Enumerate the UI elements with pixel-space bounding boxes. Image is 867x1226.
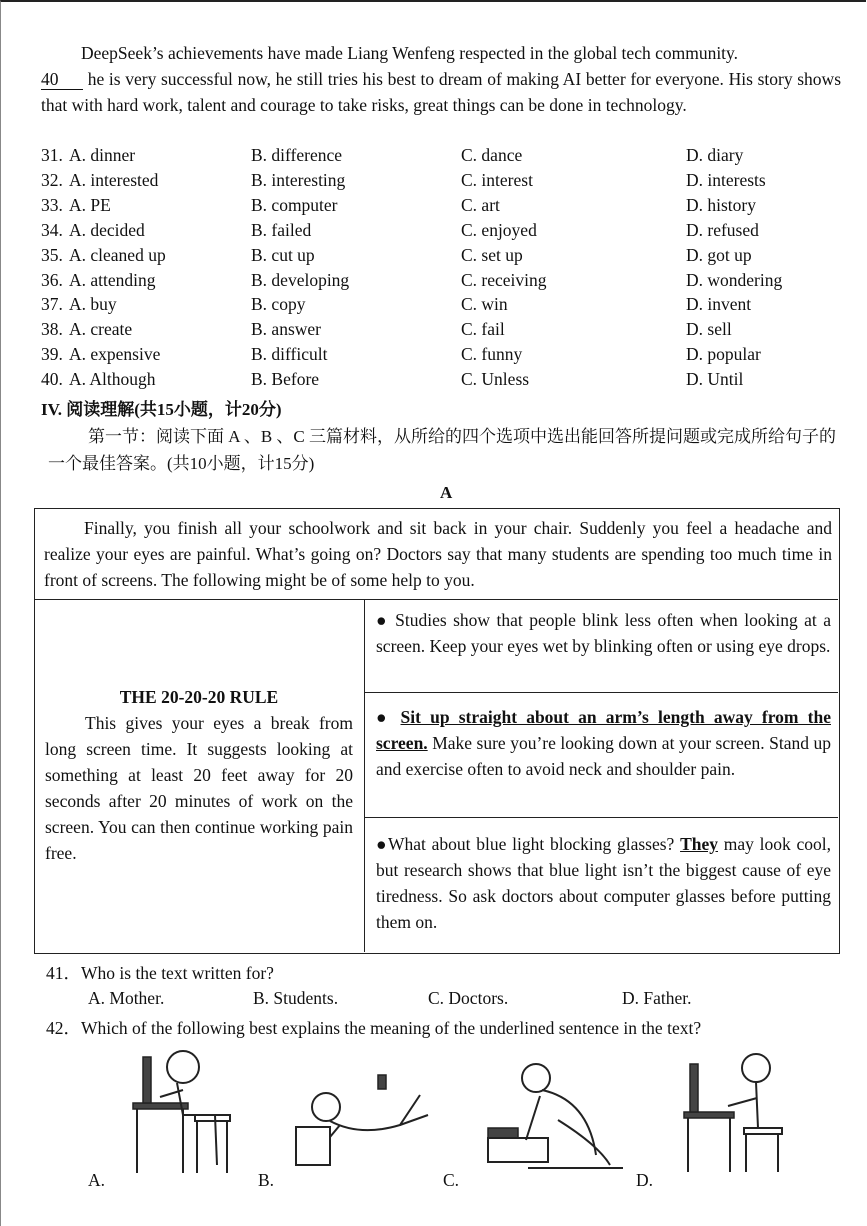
picture-label-d: D. (636, 1170, 654, 1190)
option-c: C. receiving (461, 269, 547, 290)
intro-line1: DeepSeek’s achievements have made Liang Wenfeng respected in the global tech community. (81, 43, 739, 63)
picture-d-upright-at-desk (678, 1050, 788, 1175)
option-a: A. cleaned up (69, 244, 166, 265)
option-a: A. attending (69, 269, 156, 290)
option-b: B. difference (251, 145, 343, 165)
question-number: 35. (41, 244, 63, 265)
picture-label-c: C. (443, 1170, 460, 1190)
picture-b-lying-with-laptop (290, 1065, 440, 1175)
option-d: D. diary (686, 145, 744, 165)
question-number: 39. (41, 344, 63, 365)
option-b: B. computer (251, 194, 338, 215)
option-b: B. difficult (251, 344, 328, 365)
tip-divider-2 (364, 817, 838, 818)
tip-divider-1 (364, 692, 838, 693)
option-b: B. developing (251, 269, 350, 290)
question-number: 33. (41, 194, 63, 215)
picture-label-a: A. (88, 1170, 106, 1190)
rule-title: THE 20-20-20 RULE (119, 687, 279, 707)
option-c: C. Unless (461, 369, 530, 390)
picture-a-sitting-at-desk (125, 1045, 255, 1175)
passage-label: A (440, 483, 453, 502)
intro-line2-text: he is very successful now, he still tries his best to dream of making AI better for everyone. His story shows that with hard work, talent and courage to take risks, great things can be done in technology. (41, 69, 842, 115)
question-number: 36. (41, 269, 63, 290)
option-a: A. interested (69, 169, 159, 190)
section-title: IV. 阅读理解(共15小题，计20分) (41, 400, 282, 419)
passage-box (34, 508, 840, 954)
question-number: 38. (41, 319, 63, 340)
bullet-icon: ● (376, 707, 392, 727)
option-c: C. dance (461, 145, 523, 165)
bullet-icon: ● (376, 610, 389, 630)
rule-section (45, 684, 353, 866)
tip-2-text: Make sure you’re looking down at your screen. Stand up and exercise often to avoid neck and shoulder pain. (376, 733, 831, 779)
option-b: B. Before (251, 369, 320, 390)
question-number: 40. (41, 369, 63, 390)
option-a: A. PE (69, 194, 111, 215)
picture-label-b: B. (258, 1170, 275, 1190)
option-d: D. got up (686, 244, 752, 265)
question-number: 34. (41, 219, 63, 240)
option-d: D. sell (686, 319, 732, 340)
option-c: C. enjoyed (461, 219, 537, 240)
option-b: B. copy (251, 294, 306, 315)
tip-2 (376, 704, 831, 782)
tip-3 (376, 831, 831, 935)
option-d: D. interests (686, 169, 766, 190)
tip-3-text-b: may look cool, but research shows that blue light isn’t the biggest cause of eye tiredness. So ask doctors about computer glasses before putting them on. (376, 834, 832, 932)
question-number: 32. (41, 169, 63, 190)
q42-stem: 42．Which of the following best explains the meaning of the underlined sentence in the text? (46, 1018, 702, 1038)
question-number: 37. (41, 294, 63, 315)
option-d: D. popular (686, 344, 761, 365)
underlined-sentence: Sit up straight about an arm’s length away from the screen. (376, 707, 831, 753)
tip-1 (376, 607, 831, 659)
question-number: 31. (41, 145, 63, 165)
passage-intro: Finally, you finish all your schoolwork and sit back in your chair. Suddenly you feel a headache and realize your eyes are painful. What’s going on? Doctors say that many students are spending too much time in front of screens. The following might be of some help to you. (44, 518, 832, 590)
rule-text: This gives your eyes a break from long screen time. It suggests looking at something at least 20 feet away for 20 seconds after 20 minutes of work on the screen. You can then continue working pain free. (45, 713, 353, 863)
option-a: A. decided (69, 219, 145, 240)
option-a: A. create (69, 319, 133, 340)
picture-c-hunched-at-laptop (478, 1060, 628, 1175)
q41-stem: 41．Who is the text written for? (46, 963, 274, 983)
option-d: D. refused (686, 219, 759, 240)
option-b: B. answer (251, 319, 321, 340)
underlined-they: They (680, 834, 718, 854)
section-instruction: 第一节：阅读下面 A 、B 、C 三篇材料，从所给的四个选项中选出能回答所提问题或完成所给句子的一个最佳答案。(共10小题，计15分) (48, 427, 837, 473)
bullet-icon: ● (376, 834, 388, 854)
option-c: C. funny (461, 344, 523, 365)
option-c: C. win (461, 294, 508, 315)
blank-40: 40 (41, 69, 83, 90)
option-b: B. interesting (251, 169, 346, 190)
option-b: B. cut up (251, 244, 315, 265)
tip-3-text-a: What about blue light blocking glasses? (387, 834, 681, 854)
option-c: C. set up (461, 244, 523, 265)
box-divider-v (364, 599, 365, 952)
option-d: D. wondering (686, 269, 783, 290)
option-d: D. history (686, 194, 756, 215)
option-a: A. expensive (69, 344, 161, 365)
option-d: D. invent (686, 294, 752, 315)
tip-1-text: Studies show that people blink less often when looking at a screen. Keep your eyes wet by blinking often or using eye drops. (376, 610, 832, 656)
option-a: A. Although (69, 369, 156, 390)
option-c: C. art (461, 194, 500, 215)
intro-paragraph (41, 40, 841, 118)
intro-line2 (41, 66, 841, 118)
option-c: C. interest (461, 169, 533, 190)
box-divider-h (35, 599, 838, 600)
option-b: B. failed (251, 219, 312, 240)
q41-option-a: A. Mother. (88, 988, 165, 1008)
option-a: A. buy (69, 294, 117, 315)
q41-option-b: B. Students. (253, 988, 339, 1008)
option-d: D. Until (686, 369, 744, 390)
q41-option-d: D. Father. (622, 988, 692, 1008)
q41-option-c: C. Doctors. (428, 988, 509, 1008)
option-a: A. dinner (69, 145, 136, 165)
option-c: C. fail (461, 319, 505, 340)
